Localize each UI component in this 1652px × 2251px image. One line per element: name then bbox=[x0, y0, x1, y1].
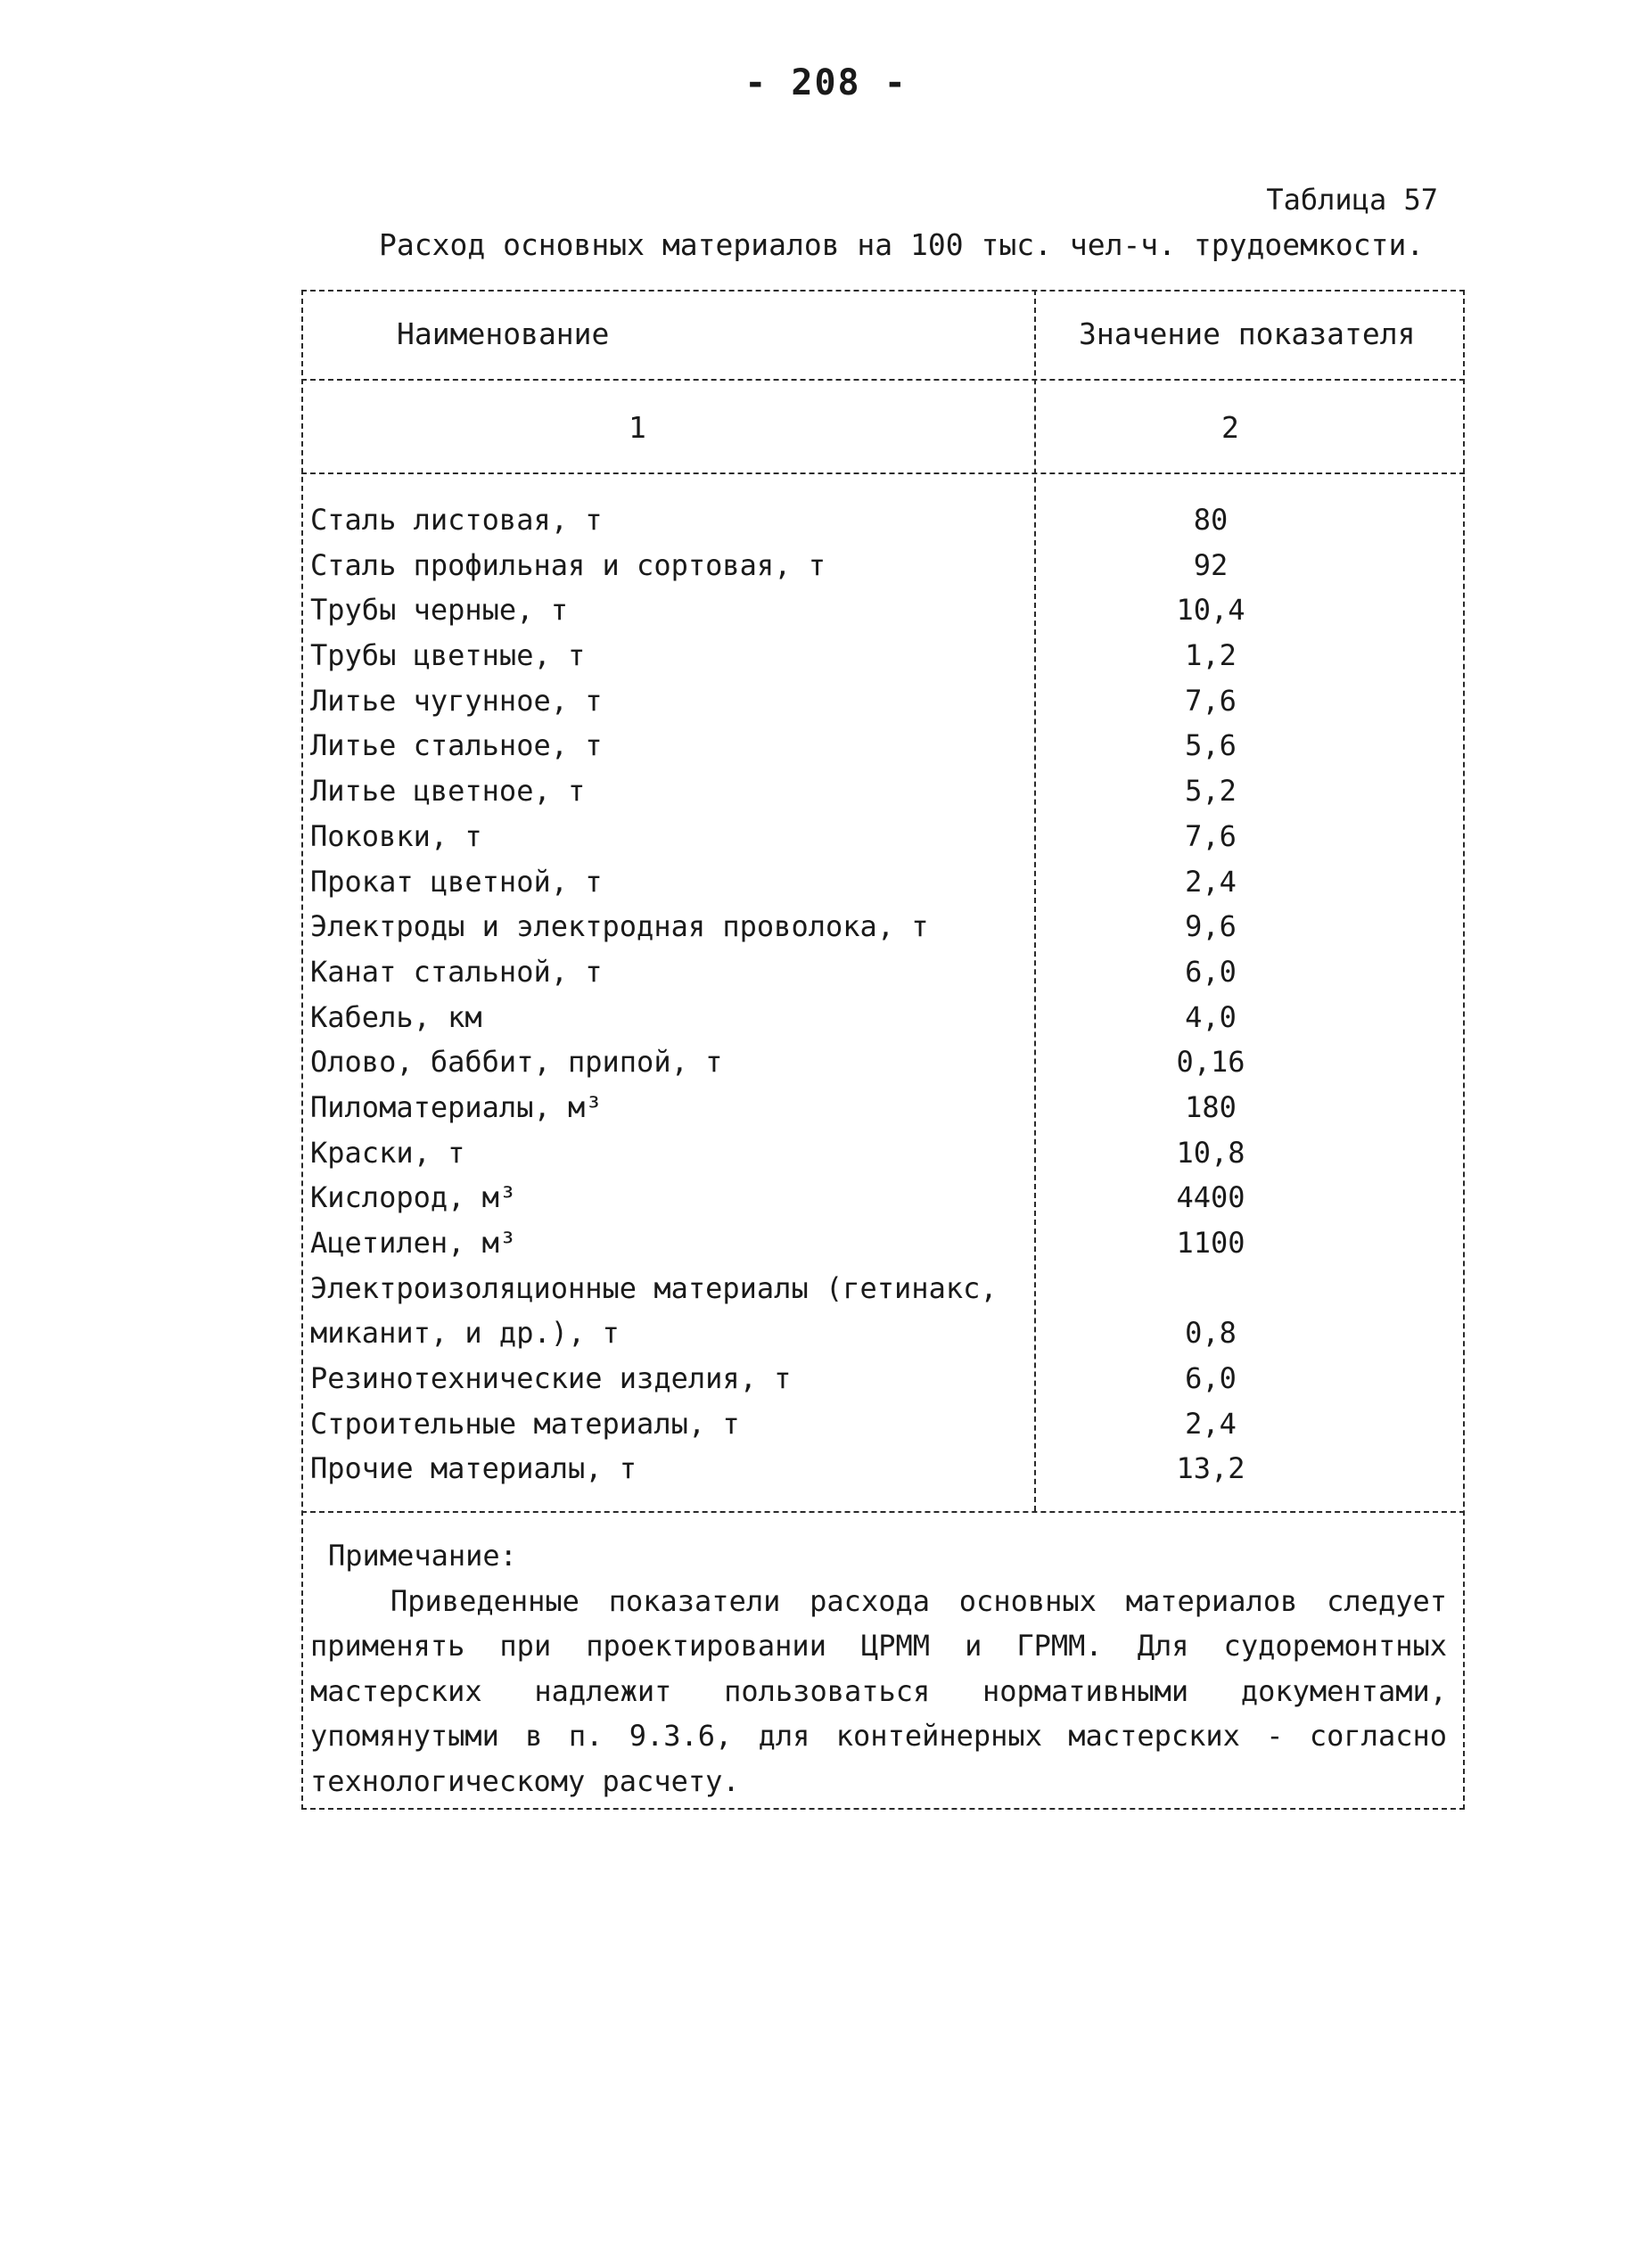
row-name: Канат стальной, т bbox=[310, 954, 603, 989]
row-value: 6,0 bbox=[1185, 954, 1237, 989]
table-row bbox=[310, 1039, 1465, 1085]
row-value: 4,0 bbox=[1185, 999, 1237, 1034]
row-value: 0,8 bbox=[1185, 1316, 1237, 1351]
row-value: 7,6 bbox=[1185, 818, 1237, 853]
table-row bbox=[310, 1085, 1465, 1130]
table-body bbox=[310, 497, 1465, 1491]
row-name: Олово, баббит, припой, т bbox=[310, 1045, 723, 1080]
table-row bbox=[310, 497, 1465, 543]
row-value: 1100 bbox=[1176, 1226, 1245, 1260]
row-value: 180 bbox=[1185, 1089, 1237, 1124]
row-value: 92 bbox=[1193, 547, 1229, 582]
note-heading: Примечание: bbox=[328, 1539, 517, 1573]
note-section bbox=[310, 1533, 1456, 1803]
table-row bbox=[310, 1130, 1465, 1176]
row-name: Трубы черные, т bbox=[310, 593, 568, 628]
row-name: миканит, и др.), т bbox=[310, 1316, 620, 1351]
column-header-name: Наименование bbox=[397, 316, 610, 351]
table-title: Расход основных материалов на 100 тыс. чел-ч. трудоемкости. bbox=[379, 227, 1425, 262]
row-name: Строительные материалы, т bbox=[310, 1406, 740, 1441]
row-name: Сталь профильная и сортовая, т bbox=[310, 547, 826, 582]
table-row bbox=[310, 814, 1465, 859]
note-text: Приведенные показатели расхода основных материалов следует применять при проектировании ЦРММ и ГРММ. Для судоремонтных мастерских надлежит пользоваться нормативными документами, упомянутыми в п. 9.3.6, для контейнерных мастерских - согласно технологическому расчету. bbox=[310, 1583, 1447, 1798]
table-row bbox=[310, 949, 1465, 995]
row-name: Литье стальное, т bbox=[310, 728, 603, 763]
table-row bbox=[310, 543, 1465, 588]
column-header-value: Значение показателя bbox=[1079, 316, 1416, 351]
row-name: Трубы цветные, т bbox=[310, 638, 586, 673]
row-name: Краски, т bbox=[310, 1135, 465, 1170]
row-name: Электроизоляционные материалы (гетинакс, bbox=[310, 1270, 998, 1305]
row-value: 1,2 bbox=[1185, 638, 1237, 673]
table-row bbox=[310, 995, 1465, 1040]
row-name: Сталь листовая, т bbox=[310, 503, 603, 537]
row-name: Поковки, т bbox=[310, 818, 482, 853]
table-row bbox=[310, 768, 1465, 814]
table-row bbox=[310, 1175, 1465, 1220]
table-row bbox=[310, 1220, 1465, 1266]
page-number: - 208 - bbox=[744, 62, 908, 103]
table-row bbox=[310, 1446, 1465, 1491]
row-value: 6,0 bbox=[1185, 1361, 1237, 1396]
row-name: Резинотехнические изделия, т bbox=[310, 1361, 792, 1396]
row-value: 9,6 bbox=[1185, 909, 1237, 944]
row-value: 80 bbox=[1193, 503, 1229, 537]
data-end-rule bbox=[301, 1511, 1465, 1513]
row-name: Электроды и электродная проволока, т bbox=[310, 909, 929, 944]
row-value: 2,4 bbox=[1185, 1406, 1237, 1441]
row-name: Ацетилен, м³ bbox=[310, 1226, 517, 1260]
row-value: 0,16 bbox=[1176, 1045, 1245, 1080]
table-row bbox=[310, 1401, 1465, 1447]
row-name: Пиломатериалы, м³ bbox=[310, 1089, 603, 1124]
row-value: 10,8 bbox=[1176, 1135, 1245, 1170]
table-row bbox=[310, 1356, 1465, 1401]
row-value: 7,6 bbox=[1185, 683, 1237, 718]
row-name: Литье чугунное, т bbox=[310, 683, 603, 718]
row-value: 2,4 bbox=[1185, 864, 1237, 899]
row-name: Литье цветное, т bbox=[310, 774, 586, 809]
row-value: 10,4 bbox=[1176, 593, 1245, 628]
row-value: 5,2 bbox=[1185, 774, 1237, 809]
row-value: 5,6 bbox=[1185, 728, 1237, 763]
table-row bbox=[310, 904, 1465, 949]
column-number-2: 2 bbox=[1221, 410, 1239, 445]
header-rule bbox=[301, 379, 1465, 381]
column-number-1: 1 bbox=[629, 410, 646, 445]
table-row bbox=[310, 1310, 1465, 1356]
table-label: Таблица 57 bbox=[1266, 183, 1438, 217]
table-row bbox=[310, 678, 1465, 724]
table-row bbox=[310, 587, 1465, 633]
row-value: 13,2 bbox=[1176, 1451, 1245, 1486]
row-value: 4400 bbox=[1176, 1180, 1245, 1215]
row-name: Кислород, м³ bbox=[310, 1180, 517, 1215]
row-name: Кабель, км bbox=[310, 999, 482, 1034]
table-row bbox=[310, 1266, 1465, 1311]
number-row-rule bbox=[301, 472, 1465, 474]
table-row bbox=[310, 723, 1465, 768]
row-name: Прокат цветной, т bbox=[310, 864, 603, 899]
table-row bbox=[310, 859, 1465, 905]
table-row bbox=[310, 633, 1465, 678]
row-name: Прочие материалы, т bbox=[310, 1451, 637, 1486]
